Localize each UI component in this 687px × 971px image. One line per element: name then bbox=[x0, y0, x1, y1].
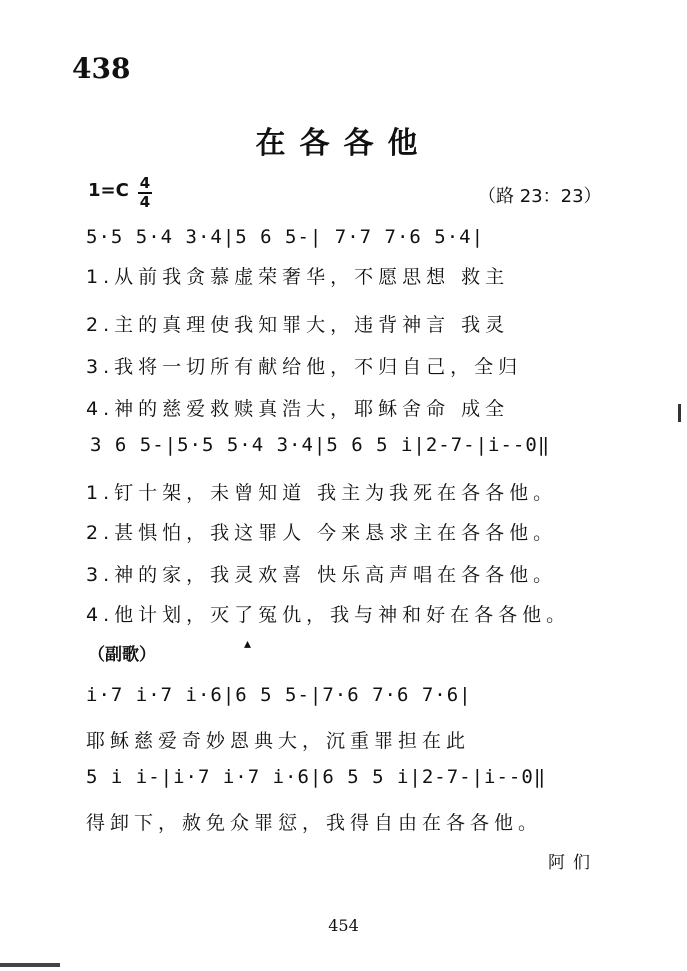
chorus-label: （副歌） bbox=[88, 645, 156, 665]
chorus-line-2-lyric: 得卸下，赦免众罪愆，我得自由在各各他。 bbox=[86, 812, 543, 834]
ink-speck: ▴ bbox=[244, 636, 252, 652]
verse-line-1-lyric-4: 4.神的慈爱救赎真浩大，耶稣舍命 成全 bbox=[86, 398, 510, 420]
verse-line-2-notes: 3 6 5-|5·5 5·4 3·4|5 6 5 i|2-7-|i--0‖ bbox=[90, 434, 551, 456]
scan-edge-line bbox=[0, 963, 60, 967]
verse-line-2-lyric-4: 4.他计划，灭了冤仇，我与神和好在各各他。 bbox=[86, 604, 571, 626]
verse-line-2-lyric-2: 2.甚惧怕，我这罪人 今来恳求主在各各他。 bbox=[86, 522, 558, 544]
hymn-title: 在各各他 bbox=[255, 126, 432, 161]
time-signature-bottom: 4 bbox=[139, 193, 151, 211]
hymn-number: 438 bbox=[72, 52, 131, 85]
scan-mark bbox=[678, 404, 681, 422]
chorus-line-1-lyric: 耶稣慈爱奇妙恩典大，沉重罪担在此 bbox=[86, 730, 471, 752]
verse-line-2-lyric-1: 1.钉十架，未曾知道 我主为我死在各各他。 bbox=[86, 482, 558, 504]
page-number: 454 bbox=[328, 916, 359, 935]
verse-line-2-lyric-3: 3.神的家，我灵欢喜 快乐高声唱在各各他。 bbox=[86, 564, 558, 586]
amen: 阿们 bbox=[548, 853, 598, 873]
time-signature-top: 4 bbox=[139, 174, 151, 192]
time-signature bbox=[138, 176, 152, 210]
key-signature: 1=C bbox=[88, 180, 129, 201]
verse-line-1-lyric-3: 3.我将一切所有献给他，不归自己，全归 bbox=[86, 356, 523, 378]
chorus-line-1-notes: i·7 i·7 i·6|6 5 5-|7·6 7·6 7·6| bbox=[86, 684, 472, 706]
verse-line-1-notes: 5·5 5·4 3·4|5 6 5-| 7·7 7·6 5·4| bbox=[86, 226, 485, 248]
verse-line-1-lyric-1: 1.从前我贪慕虚荣奢华，不愿思想 救主 bbox=[86, 266, 510, 288]
verse-line-1-lyric-2: 2.主的真理使我知罪大，违背神言 我灵 bbox=[86, 314, 510, 336]
chorus-line-2-notes: 5 i i-|i·7 i·7 i·6|6 5 5 i|2-7-|i--0‖ bbox=[86, 766, 547, 788]
scripture-reference: （路 23：23） bbox=[478, 186, 602, 207]
